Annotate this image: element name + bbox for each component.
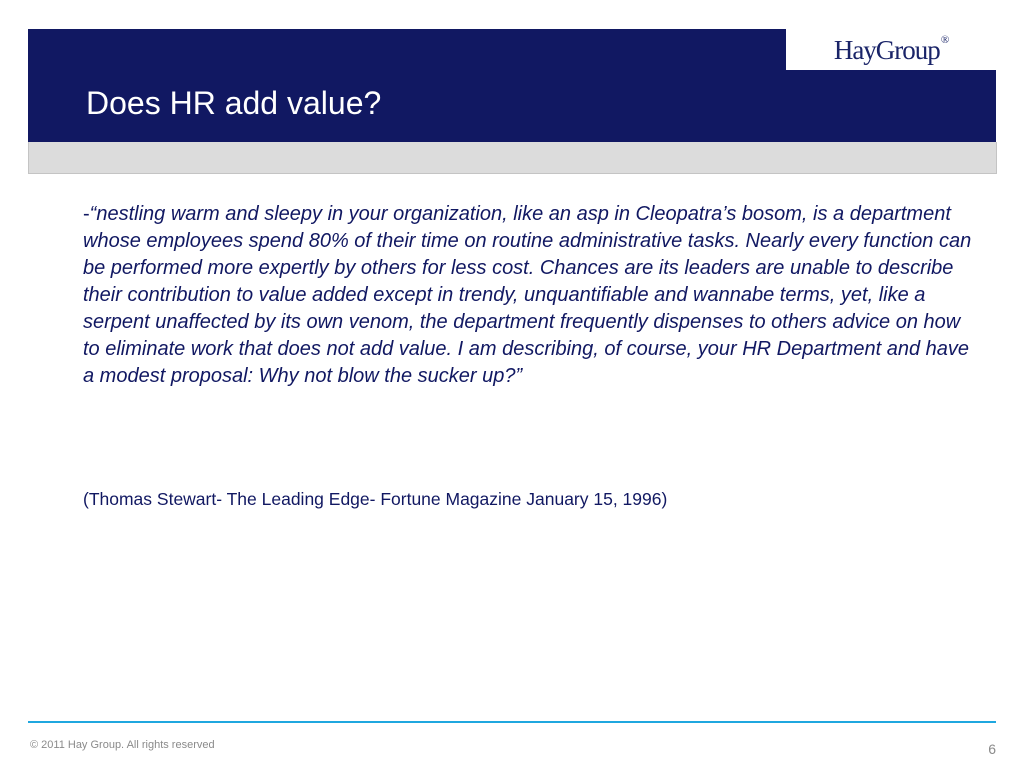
header-sub-band (28, 142, 997, 174)
footer-copyright: © 2011 Hay Group. All rights reserved (30, 739, 215, 751)
logo-wordmark: HayGroup (833, 35, 940, 65)
haygroup-logo (786, 29, 996, 70)
page-number: 6 (988, 741, 996, 757)
footer-divider (28, 721, 996, 723)
quote-paragraph (83, 201, 973, 390)
slide-title: Does HR add value? (86, 85, 382, 121)
quote-citation: (Thomas Stewart- The Leading Edge- Fortune Magazine January 15, 1996) (83, 489, 668, 509)
quote-lead-dash: - (83, 203, 90, 225)
logo-registered-mark: ® (940, 33, 950, 46)
quote-text: “nestling warm and sleepy in your organization, like an asp in Cleopatra’s bosom, is a department whose employees spend 80% of their time on routine administrative tasks. Nearly every function can be performed more expertly by others for less cost. Chances are its leaders are unable to describe their contribution to value added except in trendy, unquantifiable and wannabe terms, yet, like a serpent unaffected by its own venom, the department frequently dispenses to others advice on how to eliminate work that does not add value. I am describing, of course, your HR Department and have a modest proposal: Why not blow the sucker up?” (83, 203, 972, 387)
